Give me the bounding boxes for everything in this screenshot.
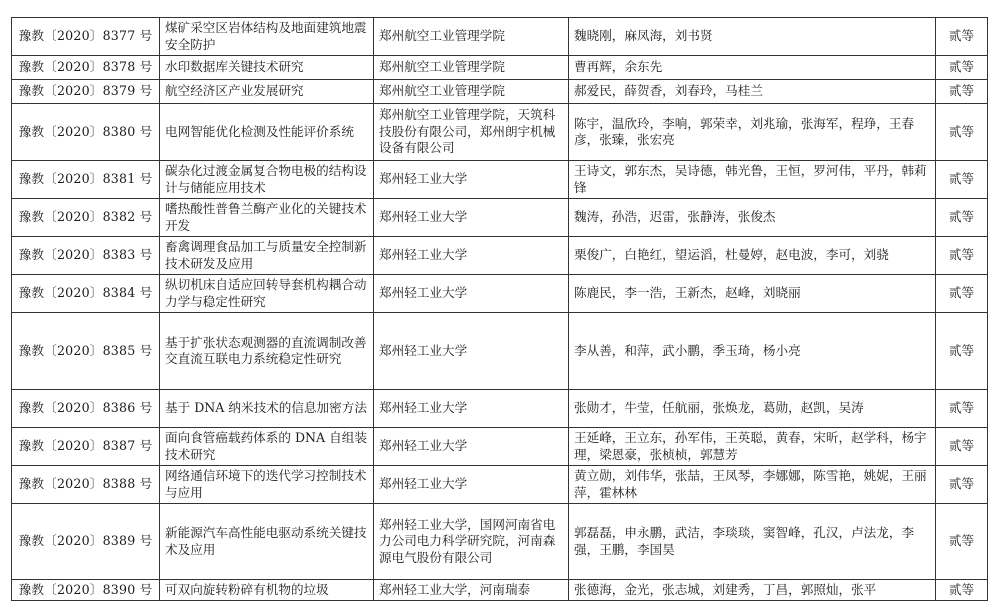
project-title: 基于 DNA 纳米技术的信息加密方法 <box>160 390 374 428</box>
table-row <box>12 80 988 104</box>
approval-number: 豫教〔2020〕8388 号 <box>12 466 160 504</box>
award-grade: 贰等 <box>936 237 988 275</box>
award-grade: 贰等 <box>936 80 988 104</box>
organization: 郑州轻工业大学 <box>374 313 569 390</box>
organization: 郑州轻工业大学 <box>374 275 569 313</box>
table-row <box>12 504 988 580</box>
approval-number: 豫教〔2020〕8386 号 <box>12 390 160 428</box>
award-grade: 贰等 <box>936 428 988 466</box>
organization: 郑州航空工业管理学院 <box>374 18 569 56</box>
members: 魏涛，孙浩，迟雷，张静涛，张俊杰 <box>569 199 936 237</box>
organization: 郑州轻工业大学 <box>374 466 569 504</box>
award-grade: 贰等 <box>936 161 988 199</box>
award-grade: 贰等 <box>936 104 988 161</box>
approval-number: 豫教〔2020〕8380 号 <box>12 104 160 161</box>
members: 李从善，和萍，武小鹏，季玉琦，杨小亮 <box>569 313 936 390</box>
organization: 郑州轻工业大学 <box>374 161 569 199</box>
members: 王延峰，王立东，孙军伟，王英聪，黄春，宋昕，赵学科，杨宇理，梁恩豪，张桢桢，郭慧芳 <box>569 428 936 466</box>
table-row <box>12 466 988 504</box>
approval-number: 豫教〔2020〕8382 号 <box>12 199 160 237</box>
approval-number: 豫教〔2020〕8381 号 <box>12 161 160 199</box>
table-row <box>12 428 988 466</box>
table-row <box>12 104 988 161</box>
project-title: 畜禽调理食品加工与质量安全控制新技术研发及应用 <box>160 237 374 275</box>
members: 栗俊广，白艳红，望运滔，杜曼婷，赵电波，李可，刘骁 <box>569 237 936 275</box>
approval-number: 豫教〔2020〕8384 号 <box>12 275 160 313</box>
approval-number: 豫教〔2020〕8385 号 <box>12 313 160 390</box>
organization: 郑州轻工业大学 <box>374 428 569 466</box>
organization: 郑州航空工业管理学院 <box>374 56 569 80</box>
members: 王诗文，郭东杰，吴诗德，韩光鲁，王恒，罗河伟，平丹，韩莉锋 <box>569 161 936 199</box>
award-grade: 贰等 <box>936 56 988 80</box>
award-grade: 贰等 <box>936 580 988 601</box>
organization: 郑州轻工业大学 <box>374 237 569 275</box>
award-grade: 贰等 <box>936 199 988 237</box>
organization: 郑州航空工业管理学院，天筑科技股份有限公司，郑州朗宇机械设备有限公司 <box>374 104 569 161</box>
project-title: 碳杂化过渡金属复合物电极的结构设计与储能应用技术 <box>160 161 374 199</box>
approval-number: 豫教〔2020〕8387 号 <box>12 428 160 466</box>
members: 曹再辉，余东先 <box>569 56 936 80</box>
approval-number: 豫教〔2020〕8389 号 <box>12 504 160 580</box>
organization: 郑州轻工业大学，国网河南省电力公司电力科学研究院，河南森源电气股份有限公司 <box>374 504 569 580</box>
table-row <box>12 313 988 390</box>
project-title: 新能源汽车高性能电驱动系统关键技术及应用 <box>160 504 374 580</box>
award-grade: 贰等 <box>936 504 988 580</box>
members: 郭磊磊，申永鹏，武洁，李琰琰，窦智峰，孔汉，卢法龙，李强，王鹏，李国昊 <box>569 504 936 580</box>
award-grade: 贰等 <box>936 313 988 390</box>
approval-number: 豫教〔2020〕8378 号 <box>12 56 160 80</box>
members: 黄立勋，刘伟华，张喆，王凤琴，李娜娜，陈雪艳，姚妮，王丽萍，霍林林 <box>569 466 936 504</box>
approval-number: 豫教〔2020〕8377 号 <box>12 18 160 56</box>
table-row <box>12 580 988 601</box>
members: 陈宇，温欣玲，李响，郭荣幸，刘兆瑜，张海军，程琤，王春彦，张臻，张宏亮 <box>569 104 936 161</box>
organization: 郑州航空工业管理学院 <box>374 80 569 104</box>
members: 魏晓刚，麻凤海，刘书贤 <box>569 18 936 56</box>
project-title: 水印数据库关键技术研究 <box>160 56 374 80</box>
members: 张勋才，牛莹，任航丽，张焕龙，葛勋，赵凯，吴涛 <box>569 390 936 428</box>
organization: 郑州轻工业大学 <box>374 390 569 428</box>
organization: 郑州轻工业大学 <box>374 199 569 237</box>
award-table <box>11 17 988 601</box>
project-title: 煤矿采空区岩体结构及地面建筑地震安全防护 <box>160 18 374 56</box>
members: 陈鹿民，李一浩，王新杰，赵峰，刘晓丽 <box>569 275 936 313</box>
table-row <box>12 237 988 275</box>
award-table-body <box>12 18 988 601</box>
organization: 郑州轻工业大学，河南瑞泰 <box>374 580 569 601</box>
members: 张德海，金光，张志城，刘建秀，丁昌，郭照灿，张平 <box>569 580 936 601</box>
award-grade: 贰等 <box>936 390 988 428</box>
approval-number: 豫教〔2020〕8383 号 <box>12 237 160 275</box>
table-row <box>12 199 988 237</box>
project-title: 电网智能优化检测及性能评价系统 <box>160 104 374 161</box>
award-grade: 贰等 <box>936 275 988 313</box>
approval-number: 豫教〔2020〕8379 号 <box>12 80 160 104</box>
table-row <box>12 275 988 313</box>
award-grade: 贰等 <box>936 18 988 56</box>
project-title: 网络通信环境下的迭代学习控制技术与应用 <box>160 466 374 504</box>
table-row <box>12 390 988 428</box>
table-row <box>12 56 988 80</box>
project-title: 面向食管癌载药体系的 DNA 自组装技术研究 <box>160 428 374 466</box>
project-title: 航空经济区产业发展研究 <box>160 80 374 104</box>
table-row <box>12 18 988 56</box>
table-row <box>12 161 988 199</box>
award-grade: 贰等 <box>936 466 988 504</box>
members: 郝爱民，薛贺香，刘春玲，马桂兰 <box>569 80 936 104</box>
project-title: 可双向旋转粉碎有机物的垃圾 <box>160 580 374 601</box>
project-title: 基于扩张状态观测器的直流调制改善交直流互联电力系统稳定性研究 <box>160 313 374 390</box>
approval-number: 豫教〔2020〕8390 号 <box>12 580 160 601</box>
project-title: 纵切机床自适应回转导套机构耦合动力学与稳定性研究 <box>160 275 374 313</box>
project-title: 嗜热酸性普鲁兰酶产业化的关键技术开发 <box>160 199 374 237</box>
